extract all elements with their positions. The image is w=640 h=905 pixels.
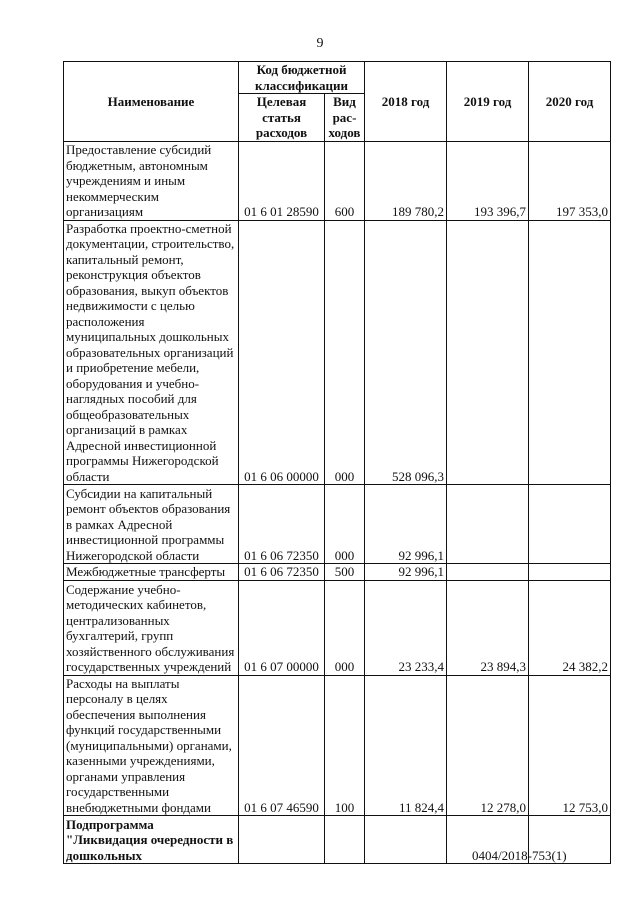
row-name: Подпрограмма "Ликвидация очередности в дошкольных	[64, 816, 239, 864]
row-2020	[529, 564, 611, 581]
row-kind: 100	[325, 675, 365, 816]
row-kind: 000	[325, 220, 365, 485]
header-name: Наименование	[64, 62, 239, 142]
row-2018: 92 996,1	[365, 485, 447, 564]
row-2020	[529, 220, 611, 485]
row-2018	[365, 816, 447, 864]
header-2019: 2019 год	[447, 62, 529, 142]
row-code: 01 6 07 00000	[239, 580, 325, 675]
row-name: Субсидии на капитальный ремонт объектов образования в рамках Адресной инвестиционной программы Нижегородской области	[64, 485, 239, 564]
row-2019: 193 396,7	[447, 142, 529, 221]
row-2019	[447, 564, 529, 581]
row-2018: 11 824,4	[365, 675, 447, 816]
row-name: Расходы на выплаты персоналу в целях обеспечения выполнения функций государственными (муниципальными) органами, казенными учреждениями, органами управления государственными внебюджетными фондами	[64, 675, 239, 816]
page-number: 9	[316, 36, 324, 51]
table-row	[64, 485, 611, 564]
row-2020: 24 382,2	[529, 580, 611, 675]
header-expense-kind: Вид рас-ходов	[325, 94, 365, 142]
row-2018: 528 096,3	[365, 220, 447, 485]
row-2019	[447, 485, 529, 564]
document-code: 0404/2018-753(1)	[472, 848, 567, 863]
header-target-article: Целевая статья расходов	[239, 94, 325, 142]
row-2020: 12 753,0	[529, 675, 611, 816]
row-code: 01 6 06 72350	[239, 564, 325, 581]
row-kind	[325, 816, 365, 864]
row-kind: 000	[325, 485, 365, 564]
row-code: 01 6 01 28590	[239, 142, 325, 221]
budget-table	[63, 61, 611, 864]
row-name: Предоставление субсидий бюджетным, автономным учреждениям и иным некоммерческим организациям	[64, 142, 239, 221]
table-row	[64, 580, 611, 675]
table-row	[64, 142, 611, 221]
table-row	[64, 675, 611, 816]
row-2018: 189 780,2	[365, 142, 447, 221]
header-2018: 2018 год	[365, 62, 447, 142]
row-2019	[447, 220, 529, 485]
row-code: 01 6 07 46590	[239, 675, 325, 816]
row-2019: 12 278,0	[447, 675, 529, 816]
row-2018: 92 996,1	[365, 564, 447, 581]
row-kind: 600	[325, 142, 365, 221]
header-budget-code: Код бюджетной классификации	[239, 62, 365, 94]
row-2019: 23 894,3	[447, 580, 529, 675]
row-2018: 23 233,4	[365, 580, 447, 675]
row-code: 01 6 06 00000	[239, 220, 325, 485]
header-2020: 2020 год	[529, 62, 611, 142]
table-row	[64, 564, 611, 581]
row-kind: 000	[325, 580, 365, 675]
table-row	[64, 220, 611, 485]
row-2020	[529, 485, 611, 564]
row-2020: 197 353,0	[529, 142, 611, 221]
row-name: Межбюджетные трансферты	[64, 564, 239, 581]
row-name: Разработка проектно-сметной документации, строительство, капитальный ремонт, реконструкция объектов образования, выкуп объектов недвижимости с целью расположения муниципальных дошкольных образовательных организаций и приобретение мебели, оборудования и учебно-наглядных пособий для общеобразовательных организаций в рамках Адресной инвестиционной программы Нижегородской области	[64, 220, 239, 485]
row-name: Содержание учебно-методических кабинетов, централизованных бухгалтерий, групп хозяйственного обслуживания государственных учреждений	[64, 580, 239, 675]
row-code	[239, 816, 325, 864]
row-code: 01 6 06 72350	[239, 485, 325, 564]
row-kind: 500	[325, 564, 365, 581]
